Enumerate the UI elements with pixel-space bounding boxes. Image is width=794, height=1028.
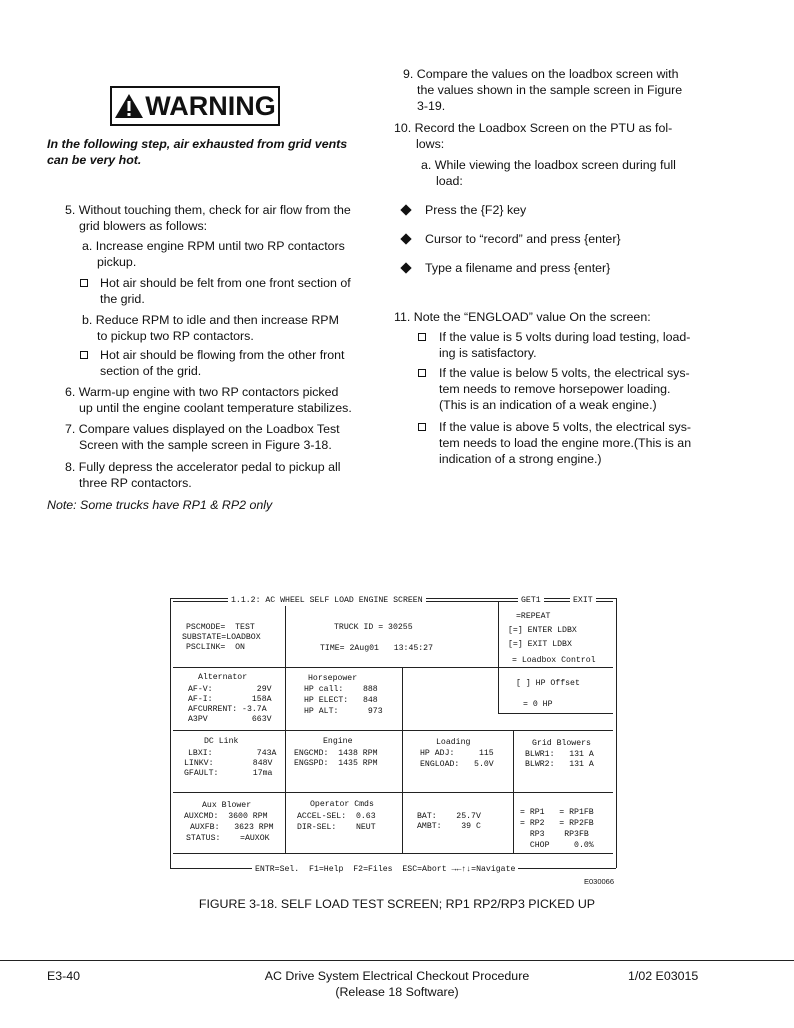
get1-label: GET1 [518, 596, 544, 606]
warning-triangle-icon [114, 93, 144, 119]
loading-title: Loading [436, 738, 471, 747]
step9-line1: 9. Compare the values on the loadbox screen with [403, 67, 679, 81]
step5b-line1: b. Reduce RPM to idle and then increase RPM [82, 313, 339, 327]
warning-label-box [110, 86, 280, 126]
dclink-title: DC Link [204, 737, 239, 746]
rp-row: = RP1 = RP1FB [520, 808, 594, 817]
step5-line1: 5. Without touching them, check for air flow from the [65, 203, 351, 217]
loading-row: ENGLOAD: 5.0V [420, 760, 494, 769]
step11-c2-line3: (This is an indication of a weak engine.) [439, 398, 657, 412]
rp-row: CHOP 0.0% [520, 841, 594, 850]
gridblowers-row: BLWR2: 131 A [525, 760, 594, 769]
horsepower-title: Horsepower [308, 674, 358, 683]
horsepower-row: HP call: 888 [304, 685, 378, 694]
diamond-bullet-icon [400, 204, 411, 215]
step10-line1: 10. Record the Loadbox Screen on the PTU as fol- [394, 121, 673, 135]
step5b-line2: to pickup two RP contactors. [97, 329, 254, 343]
step11-c2-line2: tem needs to remove horsepower loading. [439, 382, 671, 396]
step11-c3-line2: tem needs to load the engine more.(This is an [439, 436, 692, 450]
engine-row: ENGSPD: 1435 RPM [294, 759, 378, 768]
step11-c2-line1: If the value is below 5 volts, the electrical sys- [439, 366, 690, 380]
hp-value: = 0 HP [523, 700, 553, 709]
menu-enter-ldbx: [=] ENTER LDBX [508, 626, 577, 635]
alternator-row: AF-V: 29V [188, 685, 272, 694]
footer-date-code: 1/02 E03015 [628, 969, 699, 983]
auxblower-row: AUXFB: 3623 RPM [190, 823, 274, 832]
screen-time: TIME= 2Aug01 13:45:27 [320, 644, 434, 653]
alternator-row: AFCURRENT: -3.7A [188, 705, 267, 714]
footer-page-number: E3-40 [47, 969, 81, 983]
step8-line2: three RP contactors. [79, 476, 192, 490]
step11-c1-line2: ing is satisfactory. [439, 346, 537, 360]
loadbox-screen-figure [170, 593, 620, 877]
step7-line2: Screen with the sample screen in Figure 3-18. [79, 438, 332, 452]
menu-loadbox-control: = Loadbox Control [512, 656, 596, 665]
ambt-row: AMBT: 39 C [417, 822, 481, 831]
horsepower-row: HP ELECT: 848 [304, 696, 378, 705]
alternator-row: A3PV 663V [188, 715, 272, 724]
auxblower-title: Aux Blower [202, 801, 252, 810]
footer-title-line1: AC Drive System Electrical Checkout Procedure [264, 969, 530, 983]
checkbox-icon [80, 279, 88, 287]
warning-label: WARNING [145, 90, 276, 121]
gridblowers-row: BLWR1: 131 A [525, 750, 594, 759]
alternator-row: AF-I: 158A [188, 695, 272, 704]
gridblowers-title: Grid Blowers [532, 739, 591, 748]
step11-c3-line1: If the value is above 5 volts, the electrical sys- [439, 420, 692, 434]
engine-row: ENGCMD: 1438 RPM [294, 749, 378, 758]
step11-c3-line3: indication of a strong engine.) [439, 452, 602, 466]
opcmds-title: Operator Cmds [310, 800, 374, 809]
auxblower-row: STATUS: =AUXOK [186, 834, 270, 843]
step5-line2: grid blowers as follows: [79, 219, 208, 233]
step9-line3: 3-19. [417, 99, 446, 113]
diamond-bullet-icon [400, 262, 411, 273]
checkbox-icon [418, 423, 426, 431]
engine-title: Engine [323, 737, 353, 746]
checkbox-icon [80, 351, 88, 359]
horsepower-row: HP ALT: 973 [304, 707, 383, 716]
step11-c1-line1: If the value is 5 volts during load testing, load- [439, 330, 691, 344]
rp-row: RP3 RP3FB [520, 830, 589, 839]
step10-line2: lows: [416, 137, 445, 151]
figure-caption: FIGURE 3-18. SELF LOAD TEST SCREEN; RP1 RP2/RP3 PICKED UP [198, 897, 596, 911]
note: Note: Some trucks have RP1 & RP2 only [47, 498, 273, 512]
screen-bottom-help: ENTR=Sel. F1=Help F2=Files ESC=Abort →←↑↓=Navigate [252, 865, 518, 875]
psc-link: PSCLINK= ON [186, 643, 245, 652]
step10a-line2: load: [436, 174, 463, 188]
menu-repeat: =REPEAT [516, 612, 551, 621]
check2-line2: section of the grid. [100, 364, 202, 378]
dclink-row: GFAULT: 17ma [184, 769, 273, 778]
checkbox-icon [418, 369, 426, 377]
auxblower-row: AUXCMD: 3600 RPM [184, 812, 268, 821]
step6-line2: up until the engine coolant temperature stabilizes. [79, 401, 352, 415]
opcmds-row: DIR-SEL: NEUT [297, 823, 376, 832]
step9-line2: the values shown in the sample screen in Figure [417, 83, 683, 97]
bat-row: BAT: 25.7V [417, 812, 481, 821]
figure-image-id: E030066 [584, 877, 615, 886]
hp-offset: [ ] HP Offset [516, 679, 580, 688]
step7-line1: 7. Compare values displayed on the Loadbox Test [65, 422, 340, 436]
check1-line2: the grid. [100, 292, 145, 306]
check2-line1: Hot air should be flowing from the other front [100, 348, 345, 362]
opcmds-row: ACCEL-SEL: 0.63 [297, 812, 376, 821]
step5a-line1: a. Increase engine RPM until two RP contactors [82, 239, 345, 253]
check1-line1: Hot air should be felt from one front section of [100, 276, 351, 290]
substate: SUBSTATE=LOADBOX [182, 633, 261, 642]
step10a-line1: a. While viewing the loadbox screen during full [421, 158, 676, 172]
rp-row: = RP2 = RP2FB [520, 819, 594, 828]
dclink-row: LBXI: 743A [188, 749, 277, 758]
psc-mode: PSCMODE= TEST [186, 623, 255, 632]
step8-line1: 8. Fully depress the accelerator pedal to pickup all [65, 460, 341, 474]
step6-line1: 6. Warm-up engine with two RP contactors picked [65, 385, 339, 399]
truck-id: TRUCK ID = 30255 [334, 623, 413, 632]
bullet-2: Cursor to “record” and press {enter} [425, 232, 621, 246]
bullet-3: Type a filename and press {enter} [425, 261, 611, 275]
bullet-1: Press the {F2} key [425, 203, 527, 217]
menu-exit-ldbx: [=] EXIT LDBX [508, 640, 572, 649]
screen-title: 1.1.2: AC WHEEL SELF LOAD ENGINE SCREEN [228, 596, 426, 606]
step11-line1: 11. Note the “ENGLOAD” value On the screen: [394, 310, 651, 324]
dclink-row: LINKV: 848V [184, 759, 273, 768]
footer-title-line2: (Release 18 Software) [335, 985, 459, 999]
warning-text: In the following step, air exhausted from grid vents can be very hot. [47, 137, 348, 167]
alternator-title: Alternator [198, 673, 248, 682]
step5a-line2: pickup. [97, 255, 137, 269]
checkbox-icon [418, 333, 426, 341]
exit-label: EXIT [570, 596, 596, 606]
loading-row: HP ADJ: 115 [420, 749, 494, 758]
diamond-bullet-icon [400, 233, 411, 244]
footer-divider [0, 960, 794, 961]
